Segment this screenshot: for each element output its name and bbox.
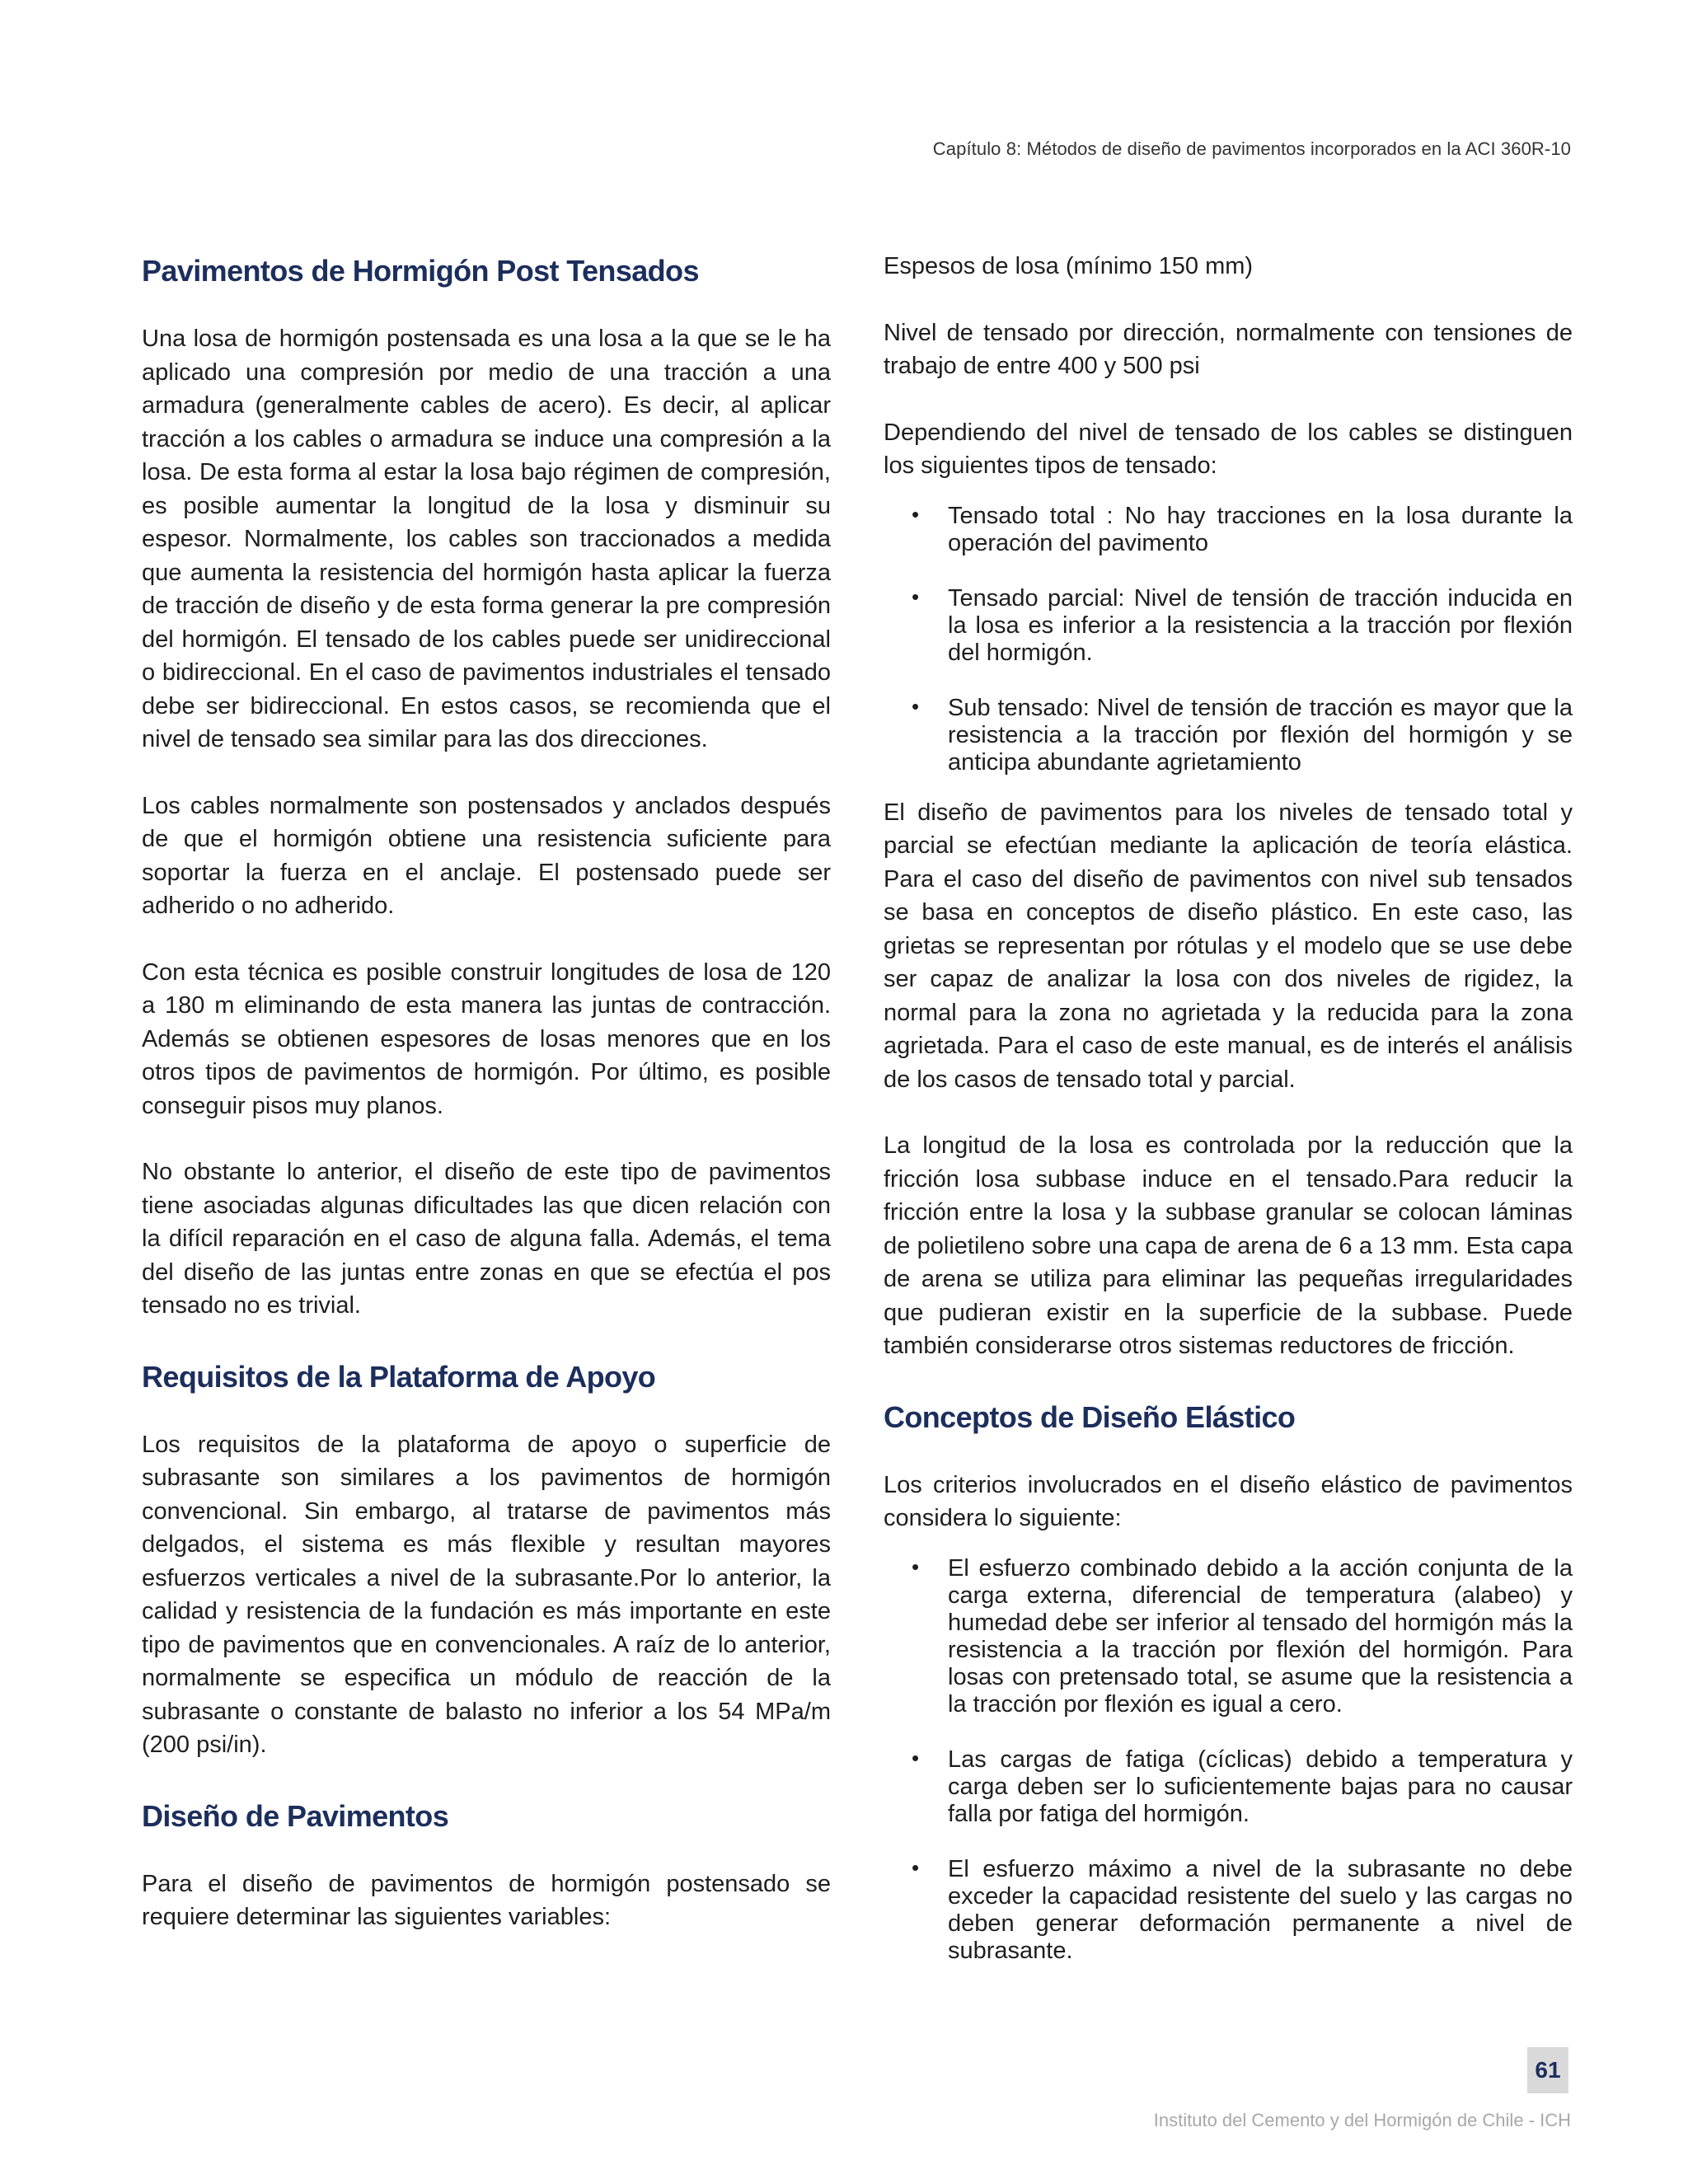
list-item: • Tensado total : No hay tracciones en la losa durante la operación del pavimento	[912, 501, 1573, 556]
bullet-icon: •	[912, 1745, 920, 1770]
paragraph: Para el diseño de pavimentos de hormigón postensado se requiere determinar las siguientes variables:	[142, 1870, 831, 1930]
tensado-types-list	[884, 503, 1573, 776]
list-item: • El esfuerzo máximo a nivel de la subrasante no debe exceder la capacidad resistente del suelo y las cargas no deben generar deformación permanente a nivel de subrasante.	[912, 1854, 1573, 1964]
paragraph: La longitud de la losa es controlada por la reducción que la fricción losa subbase induce en el tensado.Para reducir la fricción entre la losa y la subbase granular se colocan láminas de polietileno sobre una capa de arena de 6 a 13 mm. Esta capa de arena se utiliza para eliminar las pequeñas irregularidades que pudieran existir en la superficie de la subbase. Puede también considerarse otros sistemas reductores de fricción.	[884, 1132, 1573, 1359]
paragraph: El diseño de pavimentos para los niveles de tensado total y parcial se efectúan mediante la aplicación de teoría elástica. Para el caso del diseño de pavimentos con nivel sub tensados se basa en conceptos de diseño plástico. En este caso, las grietas se representan por rótulas y el modelo que se use debe ser capaz de analizar la losa con dos niveles de rigidez, la normal para la zona no agrietada y la reducida para la zona agrietada. Para el caso de este manual, es de interés el análisis de los casos de tensado total y parcial.	[884, 799, 1573, 1093]
paragraph: Los requisitos de la plataforma de apoyo o superficie de subrasante son similares a los pavimentos de hormigón convencional. Sin embargo, al tratarse de pavimentos más delgados, el sistema es más flexible y resultan mayores esfuerzos verticales a nivel de la subrasante.Por lo anterior, la calidad y resistencia de la fundación es más importante en este tipo de pavimentos que en convencionales. A raíz de lo anterior, normalmente se especifica un módulo de reacción de la subrasante o constante de balasto no inferior a los 54 MPa/m (200 psi/in).	[142, 1431, 831, 1758]
list-item: • Tensado parcial: Nivel de tensión de tracción inducida en la losa es inferior a la resistencia a la tracción por flexión del hormigón.	[912, 583, 1573, 666]
bullet-icon: •	[912, 693, 920, 719]
bullet-icon: •	[912, 1854, 920, 1880]
paragraph: Espesos de losa (mínimo 150 mm)	[884, 253, 1254, 279]
paragraph: Los criterios involucrados en el diseño elástico de pavimentos considera lo siguiente:	[884, 1471, 1573, 1531]
list-item: • El esfuerzo combinado debido a la acción conjunta de la carga externa, diferencial de temperatura (alabeo) y humedad debe ser inferior al tensado del hormigón más la resistencia a la tracción por flexión del hormigón. Para losas con pretensado total, se asume que la resistencia a la tracción por flexión es igual a cero.	[912, 1554, 1573, 1718]
bullet-icon: •	[912, 583, 920, 609]
paragraph: Los cables normalmente son postensados y anclados después de que el hormigón obtiene una resistencia suficiente para soportar la fuerza en el anclaje. El postensado puede ser adherido o no adherido.	[142, 792, 831, 919]
list-item: • Las cargas de fatiga (cíclicas) debido a temperatura y carga deben ser lo suficientemente bajas para no causar falla por fatiga del hormigón.	[912, 1745, 1573, 1827]
criteria-list	[884, 1555, 1573, 1965]
paragraph: Dependiendo del nivel de tensado de los cables se distinguen los siguientes tipos de tensado:	[884, 419, 1573, 479]
section-heading-diseno: Diseño de Pavimentos	[142, 1798, 449, 1833]
section-heading-elastico: Conceptos de Diseño Elástico	[884, 1399, 1296, 1434]
paragraph: Una losa de hormigón postensada es una losa a la que se le ha aplicado una compresión por medio de una tracción a una armadura (generalmente cables de acero). Es decir, al aplicar tracción a los cables o armadura se induce una compresión a la losa. De esta forma al estar la losa bajo régimen de compresión, es posible aumentar la longitud de la losa y disminuir su espesor. Normalmente, los cables son traccionados a medida que aumenta la resistencia del hormigón hasta aplicar la fuerza de tracción de diseño y de esta forma generar la pre compresión del hormigón. El tensado de los cables puede ser unidireccional o bidireccional. En el caso de pavimentos industriales el tensado debe ser bidireccional. En estos casos, se recomienda que el nivel de tensado sea similar para las dos direcciones.	[142, 326, 831, 752]
paragraph: Con esta técnica es posible construir longitudes de losa de 120 a 180 m eliminando de esta manera las juntas de contracción. Además se obtienen espesores de losas menores que en los otros tipos de pavimentos de hormigón. Por último, es posible conseguir pisos muy planos.	[142, 958, 831, 1119]
running-header: Capítulo 8: Métodos de diseño de pavimentos incorporados en la ACI 360R-10	[932, 138, 1571, 159]
footer-institution: Instituto del Cemento y del Hormigón de Chile - ICH	[1153, 2110, 1571, 2130]
page-number: 61	[1527, 2047, 1568, 2093]
bullet-icon: •	[912, 501, 920, 527]
left-column	[142, 250, 831, 1934]
paragraph: Nivel de tensado por dirección, normalmente con tensiones de trabajo de entre 400 y 500 psi	[884, 319, 1573, 379]
right-column	[884, 250, 1573, 1965]
section-heading-post-tensados: Pavimentos de Hormigón Post Tensados	[142, 254, 699, 288]
section-heading-plataforma: Requisitos de la Plataforma de Apoyo	[142, 1359, 656, 1394]
list-item: • Sub tensado: Nivel de tensión de tracción es mayor que la resistencia a la tracción por flexión del hormigón y se anticipa abundante agrietamiento	[912, 693, 1573, 776]
bullet-icon: •	[912, 1554, 920, 1579]
paragraph: No obstante lo anterior, el diseño de este tipo de pavimentos tiene asociadas algunas dificultades las que dicen relación con la difícil reparación en el caso de alguna falla. Además, el tema del diseño de las juntas entre zonas en que se efectúa el pos tensado no es trivial.	[142, 1159, 831, 1319]
